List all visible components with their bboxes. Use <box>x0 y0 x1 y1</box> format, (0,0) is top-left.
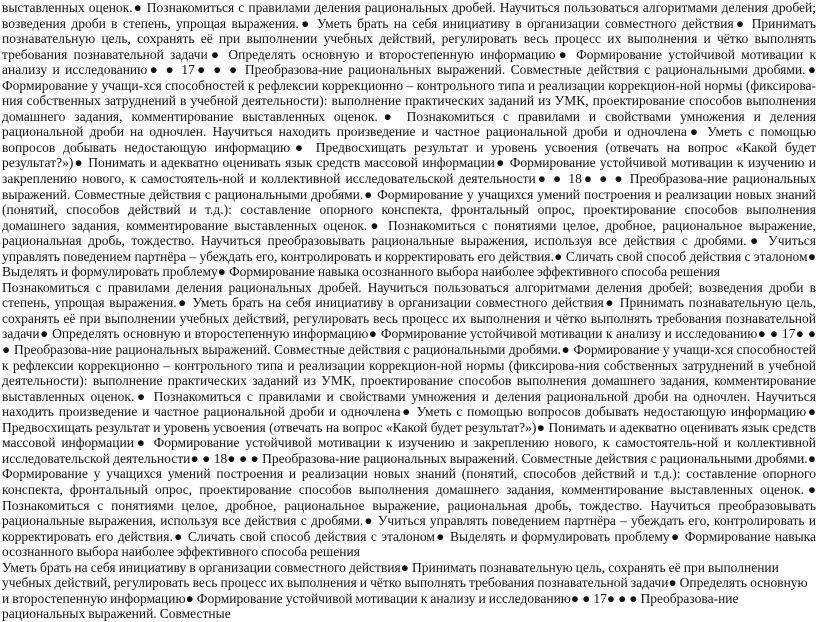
paragraph: Познакомиться с правилами деления рациональных дробей. Научиться пользоваться алгоритмами деления дробей; возведения дроби в степень, упрощая выражения.● Уметь брать на себя инициативу в организации совместного действия● Принимать познавательную цель, сохранять её при выполнении учебных действий, регулировать весь процесс их выполнения и чётко выполнять требования познавательной задачи● Определять основную и второстепенную информацию● Формирование устойчивой мотивации к анализу и исследованию● ● 17● ● ● Преобразова-ние рациональных выражений. Совместные действия с рациональными дробями.● Формирование у учащи-хся способностей к рефлексии коррекционно – контрольного типа и реализации коррекцион-ной нормы (фиксирова-ния собственных затруднений в учебной деятельности): выполнение практических заданий из УМК, проектирование способов выполнения домашнего задания, комментирование выставленных оценок.● Познакомиться с правилами и свойствами умножения и деления рациональной дроби на одночлен. Научиться находить произведение и частное рациональной дроби и одночлена● Уметь с помощью вопросов добывать недостающую информацию● Предвосхищать результат и уровень усвоения (отвечать на вопрос «Какой будет результат?»)● Понимать и адекватно оценивать язык средств массовой информации● Формирование устойчивой мотивации к изучению и закреплению нового, к самостоятель-ной и коллективной исследовательской деятельности● ● 18● ● ● Преобразова-ние рациональных выражений. Совместные действия с рациональными дробями.● Формирование у учащихся умений построения и реализации новых знаний (понятий, способов действий и т.д.): составление опорного конспекта, фронтальный опрос, проектирование способов выполнения домашнего задания, комментирование выставленных оценок.● Познакомиться с понятиями целое, дробное, рациональное выражение, рациональная дробь, тождество. Научиться преобразовывать рациональные выражения, используя все действия с дробями.● Учиться управлять поведением партнёра – убеждать его, контролировать и корректировать его действия.● Сличать свой способ действия с эталоном● Выделять и формулировать проблему● Формирование навыка осознанного выбора наиболее эффективного способа решения <box>2 279 816 560</box>
paragraph: выставленных оценок.● Познакомиться с правилами деления рациональных дробей. Научиться пользоваться алгоритмами деления дробей; возведения дроби в степень, упрощая выражения.● Уметь брать на себя инициативу в организации совместного действия● Принимать познавательную цель, сохранять её при выполнении учебных действий, регулировать весь процесс их выполнения и чётко выполнять требования познавательной задачи● Определять основную и второстепенную информацию● Формирование устойчивой мотивации к анализу и исследованию● ● 17● ● ● Преобразова-ние рациональных выражений. Совместные действия с рациональными дробями.● Формирование у учащи-хся способностей к рефлексии коррекционно – контрольного типа и реализации коррекцион-ной нормы (фиксирова-ния собственных затруднений в учебной деятельности): выполнение практических заданий из УМК, проектирование способов выполнения домашнего задания, комментирование выставленных оценок.● Познакомиться с правилами и свойствами умножения и деления рациональной дроби на одночлен. Научиться находить произведение и частное рациональной дроби и одночлена● Уметь с помощью вопросов добывать недостающую информацию● Предвосхищать результат и уровень усвоения (отвечать на вопрос «Какой будет результат?»)● Понимать и адекватно оценивать язык средств массовой информации● Формирование устойчивой мотивации к изучению и закреплению нового, к самостоятель-ной и коллективной исследовательской деятельности● ● 18● ● ● Преобразова-ние рациональных выражений. Совместные действия с рациональными дробями.● Формирование у учащихся умений построения и реализации новых знаний (понятий, способов действий и т.д.): составление опорного конспекта, фронтальный опрос, проектирование способов выполнения домашнего задания, комментирование выставленных оценок.● Познакомиться с понятиями целое, дробное, рациональное выражение, рациональная дробь, тождество. Научиться преобразовывать рациональные выражения, используя все действия с дробями.● Учиться управлять поведением партнёра – убеждать его, контролировать и корректировать его действия.● Сличать свой способ действия с эталоном● Выделять и формулировать проблему● Формирование навыка осознанного выбора наиболее эффективного способа решения <box>2 0 816 280</box>
paragraph: Уметь брать на себя инициативу в организации совместного действия● Принимать познавательную цель, сохранять её при выполнении учебных действий, регулировать весь процесс их выполнения и чётко выполнять требования познавательной задачи● Определять основную и второстепенную информацию● Формирование устойчивой мотивации к анализу и исследованию● ● 17● ● ● Преобразова-ние рациональных выражений. Совместные <box>2 559 808 622</box>
